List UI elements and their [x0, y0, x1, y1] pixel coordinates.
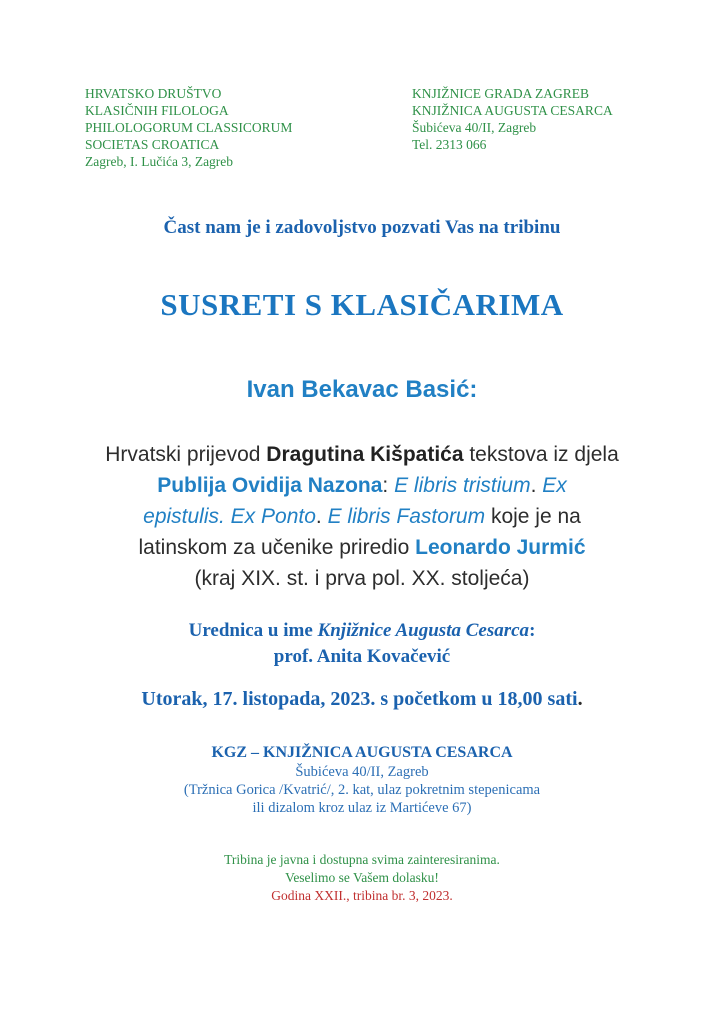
letterhead-line: SOCIETAS CROATICA — [85, 137, 220, 152]
venue-name: KGZ – KNJIŽNICA AUGUSTA CESARCA — [211, 744, 513, 761]
editor-name: prof. Anita Kovačević — [273, 646, 451, 667]
venue-block — [0, 742, 724, 817]
text-segment: Publija Ovidija Nazona — [157, 474, 383, 497]
venue-note: ili dizalom kroz ulaz iz Martićeve 67) — [252, 800, 472, 816]
text-segment: . — [577, 688, 583, 710]
letterhead-line: KNJIŽNICA AUGUSTA CESARCA — [412, 103, 613, 118]
text-segment: koje je na — [485, 505, 581, 528]
text-segment: Dragutina Kišpatića — [266, 443, 464, 466]
description-line — [0, 532, 724, 563]
text-segment: tekstova iz djela — [463, 443, 619, 466]
text-segment: : — [529, 620, 536, 641]
venue-note: (Tržnica Gorica /Kvatrić/, 2. kat, ulaz pokretnim stepenicama — [183, 782, 541, 798]
text-segment: (kraj XIX. st. i prva pol. XX. stoljeća) — [194, 567, 530, 590]
text-segment: Leonardo Jurmić — [415, 536, 586, 559]
invitation-line: Čast nam je i zadovoljstvo pozvati Vas na tribinu — [163, 217, 561, 238]
footer-line: Tribina je javna i dostupna svima zainteresiranima. — [224, 852, 500, 867]
letterhead-right — [412, 85, 613, 170]
letterhead-line: KNJIŽNICE GRADA ZAGREB — [412, 86, 589, 101]
venue-address: Šubićeva 40/II, Zagreb — [295, 764, 429, 780]
letterhead-line: Zagreb, I. Lučića 3, Zagreb — [85, 154, 234, 169]
letterhead-line: KLASIČNIH FILOLOGA — [85, 103, 229, 118]
text-segment: latinskom za učenike priredio — [138, 536, 416, 559]
editor-block — [0, 618, 724, 670]
text-segment: E libris Fastorum — [327, 505, 486, 528]
letterhead-line: Tel. 2313 066 — [412, 137, 487, 152]
letterhead-line: HRVATSKO DRUŠTVO — [85, 86, 222, 101]
footer-notes — [0, 851, 724, 905]
description-line — [0, 470, 724, 501]
editor-line — [0, 618, 724, 644]
text-segment: Hrvatski prijevod — [105, 443, 267, 466]
text-segment: E libris tristium — [394, 474, 531, 497]
text-segment: Ex — [542, 474, 567, 497]
description-line — [0, 501, 724, 532]
letterhead-left — [85, 85, 412, 170]
text-segment: . — [315, 505, 328, 528]
footer-line: Veselimo se Vašem dolasku! — [285, 870, 439, 885]
letterhead — [0, 0, 724, 170]
description-line — [0, 439, 724, 470]
text-segment: : — [382, 474, 395, 497]
text-segment: Utorak, 17. listopada, 2023. s početkom u 18,00 sati — [141, 688, 578, 710]
footer-edition-line: Godina XXII., tribina br. 3, 2023. — [271, 888, 453, 903]
event-title: SUSRETI S KLASIČARIMA — [160, 287, 564, 322]
event-datetime — [0, 686, 724, 712]
letterhead-line: PHILOLOGORUM CLASSICORUM — [85, 120, 293, 135]
speaker-name: Ivan Bekavac Basić: — [246, 376, 478, 403]
letterhead-line: Šubićeva 40/II, Zagreb — [412, 120, 537, 135]
text-segment: . — [530, 474, 543, 497]
text-segment: Knjižnice Augusta Cesarca — [317, 620, 530, 641]
lecture-description — [0, 439, 724, 594]
description-line — [0, 563, 724, 594]
text-segment: Urednica u ime — [188, 620, 318, 641]
text-segment: epistulis. Ex Ponto — [143, 505, 316, 528]
